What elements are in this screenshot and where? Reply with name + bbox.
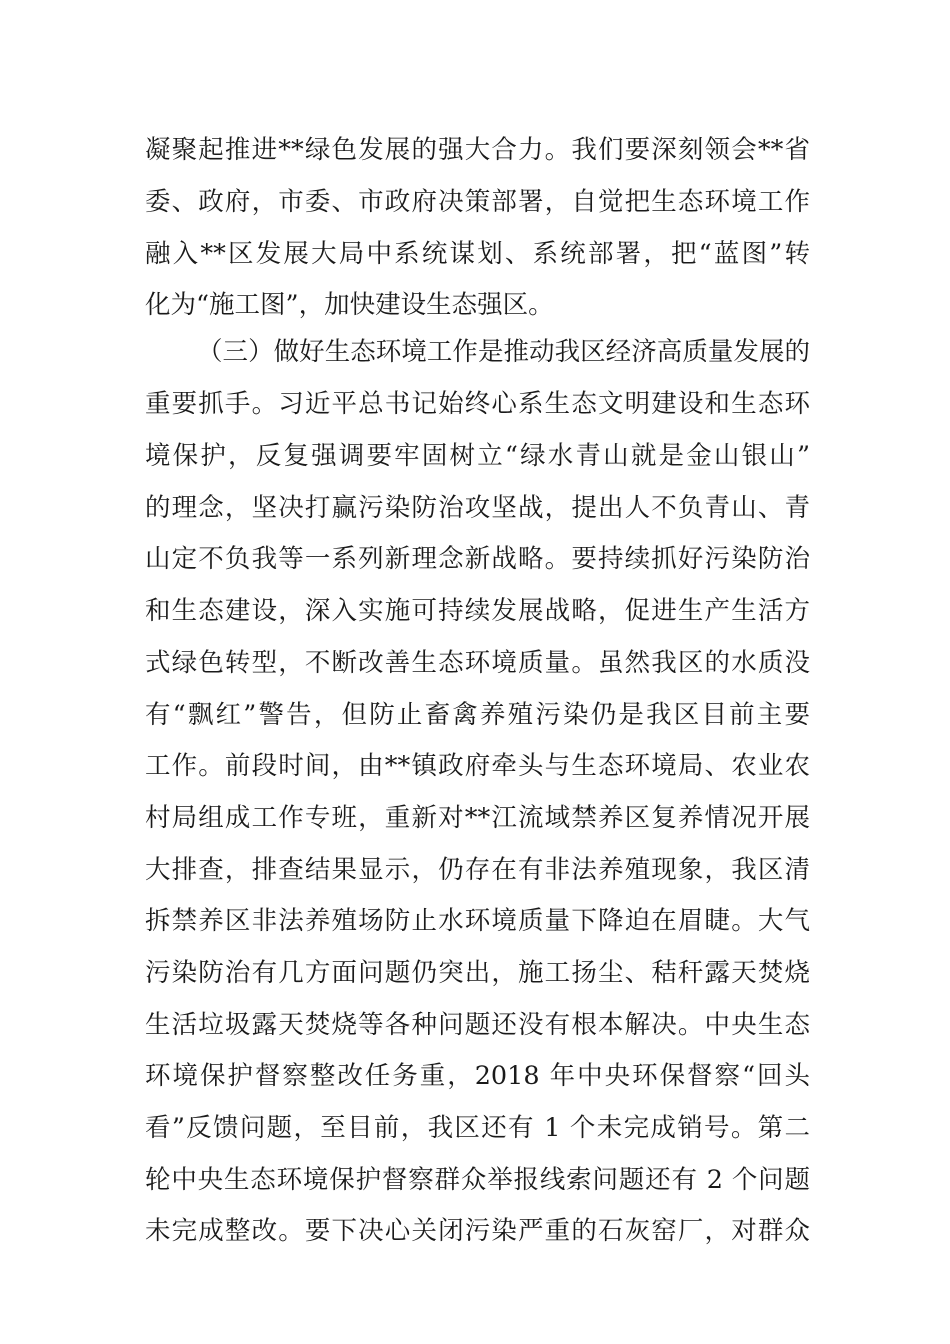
text-line-10: 和生态建设，深入实施可持续发展战略，促进生产生活方: [145, 596, 810, 626]
section-heading-line: （三）做好生态环境工作是推动我区经济高质量发展的: [197, 337, 810, 367]
text-line-22: 未完成整改。要下决心关闭污染严重的石灰窑厂，对群众: [145, 1216, 810, 1246]
text-line-14: 村局组成工作专班，重新对**江流域禁养区复养情况开展: [145, 803, 810, 833]
text-line-1: 凝聚起推进**绿色发展的强大合力。我们要深刻领会**省: [145, 135, 810, 165]
text-line-15: 大排查，排查结果显示，仍存在有非法养殖现象，我区清: [145, 855, 810, 885]
text-line-16: 拆禁养区非法养殖场防止水环境质量下降迫在眉睫。大气: [145, 906, 810, 936]
text-line-12: 有“飘红”警告，但防止畜禽养殖污染仍是我区目前主要: [145, 700, 810, 730]
text-line-11: 式绿色转型，不断改善生态环境质量。虽然我区的水质没: [145, 648, 810, 678]
text-line-21: 轮中央生态环境保护督察群众举报线索问题还有 2 个问题: [145, 1165, 810, 1195]
text-line-18: 生活垃圾露天焚烧等各种问题还没有根本解决。中央生态: [145, 1010, 810, 1040]
text-line-4: 化为“施工图”，加快建设生态强区。: [145, 290, 554, 320]
text-line-6: 重要抓手。习近平总书记始终心系生态文明建设和生态环: [145, 389, 810, 419]
text-line-13: 工作。前段时间，由**镇政府牵头与生态环境局、农业农: [145, 751, 810, 781]
text-line-19: 环境保护督察整改任务重，2018 年中央环保督察“回头: [145, 1061, 810, 1091]
text-line-7: 境保护，反复强调要牢固树立“绿水青山就是金山银山”: [145, 441, 810, 471]
text-line-8: 的理念，坚决打赢污染防治攻坚战，提出人不负青山、青: [145, 493, 810, 523]
text-line-17: 污染防治有几方面问题仍突出，施工扬尘、秸秆露天焚烧: [145, 958, 810, 988]
text-line-20: 看”反馈问题，至目前，我区还有 1 个未完成销号。第二: [145, 1113, 810, 1143]
text-line-9: 山定不负我等一系列新理念新战略。要持续抓好污染防治: [145, 544, 810, 574]
text-line-3: 融入**区发展大局中系统谋划、系统部署，把“蓝图”转: [145, 239, 810, 269]
text-line-2: 委、政府，市委、市政府决策部署，自觉把生态环境工作: [145, 187, 810, 217]
